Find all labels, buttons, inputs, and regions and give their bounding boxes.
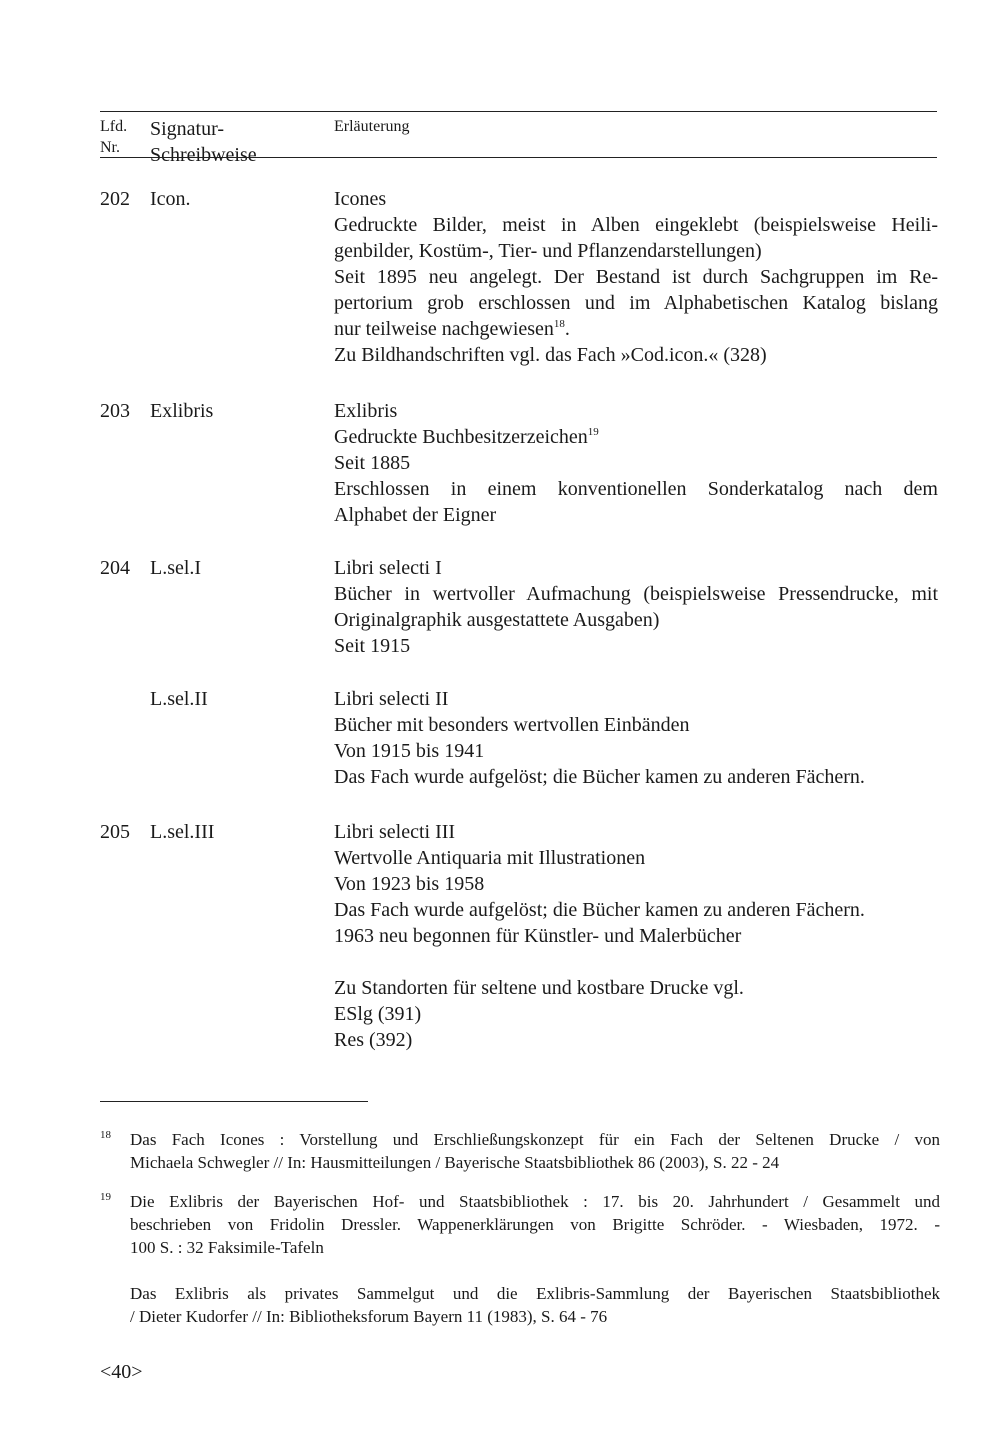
paragraph-gap — [334, 949, 938, 975]
header-top-rule — [100, 111, 937, 112]
footnote-line: Das Exlibris als privates Sammelgut und die Exlibris-Sammlung der Bayerischen Staatsbibliothek — [130, 1284, 940, 1303]
entry-signatur: Icon. — [150, 188, 191, 210]
entry-line: Alphabet der Eigner — [334, 504, 497, 526]
cross-reference-link[interactable]: ESlg (391) — [334, 1003, 422, 1025]
entry-description — [334, 398, 938, 528]
entry-line-text: nur teilweise nachgewiesen — [334, 318, 554, 340]
entry-line: Bücher mit besonders wertvollen Einbänden — [334, 714, 690, 736]
entry-line: Zu Standorten für seltene und kostbare Drucke vgl. — [334, 977, 744, 999]
entry-line: pertorium grob erschlossen und im Alphabetischen Katalog bislang — [334, 292, 938, 314]
footnote-line: beschrieben von Fridolin Dressler. Wappenerklärungen von Brigitte Schröder. - Wiesbaden, 1972. - — [130, 1215, 940, 1234]
entry-line: Zu Bildhandschriften vgl. das Fach »Cod.icon.« (328) — [334, 344, 767, 366]
footnote-line: / Dieter Kudorfer // In: Bibliotheksforum Bayern 11 (1983), S. 64 - 76 — [130, 1307, 608, 1326]
paragraph-gap — [130, 1259, 940, 1282]
entry-description — [334, 819, 938, 1053]
entry-description — [334, 186, 938, 368]
entry-title: Libri selecti I — [334, 557, 442, 579]
header-col-erlaeuterung: Erläuterung — [334, 118, 410, 135]
page-number: <40> — [100, 1361, 143, 1383]
entry-line: Das Fach wurde aufgelöst; die Bücher kamen zu anderen Fächern. — [334, 899, 865, 921]
entry-title: Libri selecti III — [334, 821, 456, 843]
entry-signatur: L.sel.I — [150, 557, 202, 579]
header-col-signatur — [150, 116, 257, 168]
entry-line: Seit 1915 — [334, 635, 411, 657]
entry-line: Von 1923 bis 1958 — [334, 873, 485, 895]
footnote-mark: 18 — [100, 1129, 111, 1141]
entry-signatur: L.sel.II — [150, 688, 208, 710]
footnote-ref-18[interactable]: 18 — [553, 318, 565, 330]
header-col-signatur-line2: Schreibweise — [150, 144, 257, 166]
entry-description — [334, 686, 938, 790]
entry-line: Das Fach wurde aufgelöst; die Bücher kamen zu anderen Fächern. — [334, 766, 865, 788]
entry-line-text: Gedruckte Buchbesitzerzeichen — [334, 426, 588, 448]
entry-line: Gedruckte Bilder, meist in Alben eingeklebt (beispielsweise Heili- — [334, 214, 938, 236]
entry-description — [334, 555, 938, 659]
entry-title: Exlibris — [334, 400, 398, 422]
entry-number: 204 — [100, 557, 130, 579]
entry-title: Icones — [334, 188, 387, 210]
entry-number: 202 — [100, 188, 130, 210]
footnote-line: 100 S. : 32 Faksimile-Tafeln — [130, 1238, 324, 1257]
entry-line: Bücher in wertvoller Aufmachung (beispielsweise Pressendrucke, mit — [334, 583, 938, 605]
footnote-separator — [100, 1101, 368, 1102]
entry-signatur: Exlibris — [150, 400, 214, 422]
header-col-nr — [100, 116, 127, 158]
cross-reference-link[interactable]: Res (392) — [334, 1029, 413, 1051]
entry-title: Libri selecti II — [334, 688, 449, 710]
footnote-mark: 19 — [100, 1191, 111, 1203]
entry-line-with-footnote — [334, 424, 938, 450]
entry-line: Seit 1895 neu angelegt. Der Bestand ist durch Sachgruppen im Re- — [334, 266, 938, 288]
entry-line: genbilder, Kostüm-, Tier- und Pflanzendarstellungen) — [334, 240, 762, 262]
footnote-line: Das Fach Icones : Vorstellung und Erschließungskonzept für ein Fach der Seltenen Drucke / von — [130, 1130, 940, 1149]
entry-line: Von 1915 bis 1941 — [334, 740, 485, 762]
entry-line: Originalgraphik ausgestattete Ausgaben) — [334, 609, 660, 631]
footnote-line: Michaela Schwegler // In: Hausmitteilungen / Bayerische Staatsbibliothek 86 (2003), S. 22 - 24 — [130, 1153, 780, 1172]
header-col-nr-line1: Lfd. — [100, 118, 128, 135]
footnote-ref-19[interactable]: 19 — [587, 426, 599, 438]
entry-number: 203 — [100, 400, 130, 422]
footnote-text — [130, 1128, 940, 1174]
header-col-nr-line2: Nr. — [100, 139, 120, 156]
entry-line: Wertvolle Antiquaria mit Illustrationen — [334, 847, 646, 869]
entry-line-with-footnote: nur teilweise nachgewiesen$^{18}$. — [334, 318, 570, 340]
footnote-line: Die Exlibris der Bayerischen Hof- und Staatsbibliothek : 17. bis 20. Jahrhundert / Gesammelt und — [130, 1192, 940, 1211]
entry-line: Seit 1885 — [334, 452, 411, 474]
entry-line: 1963 neu begonnen für Künstler- und Malerbücher — [334, 925, 742, 947]
header-bottom-rule — [100, 157, 937, 158]
entry-line: Erschlossen in einem konventionellen Sonderkatalog nach dem — [334, 478, 938, 500]
header-col-signatur-line1: Signatur- — [150, 118, 225, 140]
entry-number: 205 — [100, 821, 130, 843]
entry-signatur: L.sel.III — [150, 821, 215, 843]
footnote-text — [130, 1190, 940, 1328]
